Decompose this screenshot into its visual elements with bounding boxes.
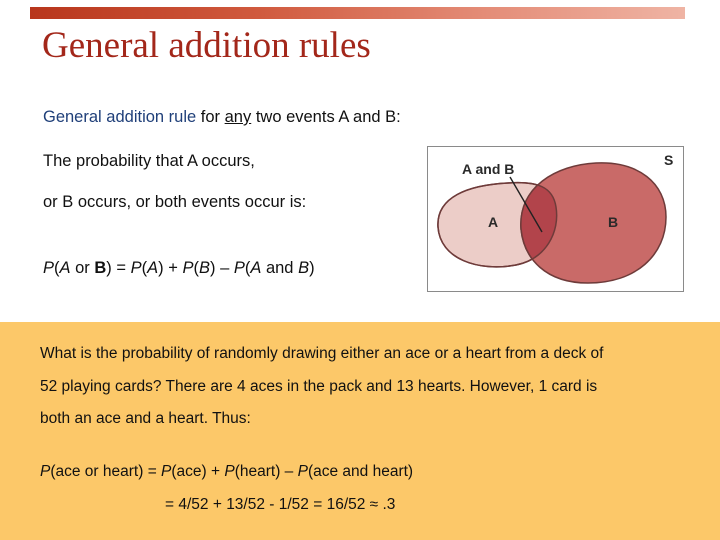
rule-formula: P(A or B) = P(A) + P(B) – P(A and B) (43, 259, 315, 277)
rule-heading-accent: General addition rule (43, 108, 197, 126)
rule-line-1: The probability that A occurs, (43, 152, 255, 170)
slide-title: General addition rules (42, 25, 371, 66)
example-line-3: both an ace and a heart. Thus: (40, 410, 251, 427)
label-b: B (608, 214, 619, 230)
venn-diagram (427, 146, 684, 292)
example-formula: P(ace or heart) = P(ace) + P(heart) – P(ace and heart) (40, 463, 414, 480)
label-s: S (664, 152, 674, 168)
example-panel (0, 322, 720, 540)
title-accent-bar (30, 7, 685, 19)
any-emphasis: any (224, 108, 252, 126)
rule-line-2: or B occurs, or both events occur is: (43, 193, 307, 211)
example-line-1: What is the probability of randomly drawing either an ace or a heart from a deck of (40, 345, 604, 362)
label-a: A (488, 214, 499, 230)
rule-heading: General addition rule for any two events A and B: (43, 108, 401, 126)
venn-svg (428, 147, 683, 291)
label-a-and-b: A and B (462, 161, 515, 177)
example-result: = 4/52 + 13/52 - 1/52 = 16/52 ≈ .3 (165, 496, 396, 513)
example-line-2: 52 playing cards? There are 4 aces in the pack and 13 hearts. However, 1 card is (40, 378, 598, 395)
